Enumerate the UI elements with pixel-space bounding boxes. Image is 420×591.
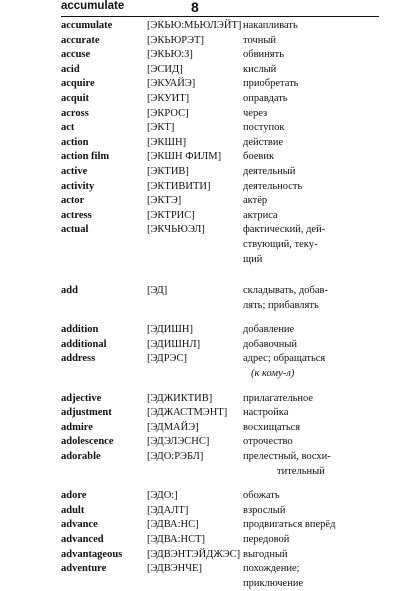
dictionary-entry: [61, 352, 381, 381]
translation-line: действие: [243, 136, 284, 148]
entry-transcription: [ЭКУАЙЭ]: [147, 78, 196, 90]
entry-translation: [243, 19, 380, 34]
entry-transcription: [ЭДЖИКТИВ]: [147, 392, 213, 404]
entry-translation: [243, 406, 380, 421]
entry-translation: [243, 77, 380, 92]
entry-translation: [243, 48, 380, 63]
translation-line: ствующий, теку-: [243, 238, 318, 250]
translation-line: актёр: [243, 195, 268, 207]
entry-transcription: [ЭКТИВ]: [147, 165, 189, 177]
entry-translation: [243, 63, 380, 78]
dictionary-entry: [61, 107, 381, 122]
entry-word: accuse: [61, 49, 91, 61]
entry-transcription: [ЭСИД]: [147, 63, 183, 75]
entry-word: accumulate: [61, 20, 113, 31]
entry-translation: [243, 34, 380, 49]
dictionary-entry: [61, 34, 381, 49]
entry-word: adorable: [61, 451, 101, 463]
dictionary-entry: [61, 518, 381, 533]
translation-line: обожать: [243, 490, 280, 502]
entry-translation: [243, 548, 380, 563]
translation-line: взрослый: [243, 504, 286, 516]
entry-translation: [243, 504, 380, 519]
entry-word: accurate: [61, 34, 100, 46]
entry-translation: [243, 352, 380, 381]
translation-line: восхищаться: [243, 421, 301, 433]
entry-word: admire: [61, 421, 93, 433]
dictionary-entry: [61, 63, 381, 78]
entry-word: advance: [61, 519, 98, 531]
entry-transcription: [ЭКТРИС]: [147, 209, 195, 221]
entry-word: acquit: [61, 92, 90, 104]
dictionary-entry: [61, 165, 381, 180]
entry-list: [61, 19, 381, 591]
entry-transcription: [ЭДО:РЭБЛ]: [147, 451, 204, 463]
entry-translation: [243, 284, 380, 313]
dictionary-entry: [61, 92, 381, 107]
entry-word: actor: [61, 195, 85, 207]
running-headword: accumulate: [61, 0, 125, 12]
dictionary-entry: [61, 19, 381, 34]
entry-translation: [243, 180, 380, 195]
translation-line: (к кому-л): [251, 368, 295, 380]
entry-word: action film: [61, 151, 110, 163]
entry-spacer: [61, 313, 381, 323]
entry-translation: [243, 518, 380, 533]
dictionary-entry: [61, 533, 381, 548]
translation-line: кислый: [243, 63, 277, 75]
translation-line: выгодный: [243, 548, 288, 560]
entry-word: activity: [61, 180, 95, 192]
entry-word: adjustment: [61, 407, 112, 419]
entry-translation: [243, 392, 380, 407]
entry-word: adolescence: [61, 436, 114, 448]
dictionary-entry: [61, 489, 381, 504]
translation-line: актриса: [243, 209, 278, 221]
translation-line: деятельность: [243, 180, 303, 192]
entry-translation: [243, 562, 380, 591]
entry-word: active: [61, 165, 88, 177]
dictionary-entry: [61, 406, 381, 421]
dictionary-entry: [61, 209, 381, 224]
entry-translation: [243, 92, 380, 107]
entry-transcription: [ЭДИШНЛ]: [147, 338, 201, 350]
entry-word: across: [61, 107, 89, 119]
entry-spacer: [61, 479, 381, 489]
dictionary-entry: [61, 77, 381, 92]
translation-line: через: [243, 107, 268, 119]
entry-word: acid: [61, 63, 80, 75]
translation-line: накапливать: [243, 20, 298, 31]
translation-line: продвигаться вперёд: [243, 519, 336, 531]
dictionary-entry: [61, 284, 381, 313]
entry-transcription: [ЭДЭЛЭСНС]: [147, 436, 210, 448]
entry-translation: [243, 107, 380, 122]
translation-line: прилагательное: [243, 392, 314, 404]
translation-line: добавочный: [243, 338, 298, 350]
dictionary-entry: [61, 180, 381, 195]
entry-spacer: [61, 267, 381, 284]
dictionary-entry: [61, 548, 381, 563]
entry-translation: [243, 533, 380, 548]
translation-line: тительный: [277, 465, 325, 477]
translation-line: боевик: [243, 151, 275, 163]
entry-translation: [243, 450, 380, 479]
translation-line: деятельный: [243, 165, 296, 177]
entry-transcription: [ЭКТ]: [147, 122, 175, 134]
entry-word: adventure: [61, 563, 107, 575]
translation-line: настройка: [243, 407, 289, 419]
entry-translation: [243, 323, 380, 338]
entry-translation: [243, 194, 380, 209]
translation-line: точный: [243, 34, 277, 46]
entry-transcription: [ЭКУИТ]: [147, 92, 190, 104]
entry-transcription: [ЭКЬЮРЭТ]: [147, 34, 204, 46]
entry-transcription: [ЭКТИВИТИ]: [147, 180, 211, 192]
translation-line: оправдать: [243, 92, 288, 104]
translation-line: передовой: [243, 534, 290, 545]
page-number: 8: [191, 0, 199, 15]
entry-translation: [243, 223, 380, 267]
entry-transcription: [ЭКШН ФИЛМ]: [147, 151, 222, 163]
entry-transcription: [ЭКЬЮ:МЬЮЛЭЙТ]: [147, 20, 242, 31]
entry-word: adult: [61, 504, 85, 516]
translation-line: добавление: [243, 324, 295, 336]
translation-line: приобретать: [243, 78, 299, 90]
entry-word: actual: [61, 224, 89, 236]
entry-word: address: [61, 353, 96, 365]
entry-transcription: [ЭКЧЬЮЭЛ]: [147, 224, 205, 236]
entry-translation: [243, 150, 380, 165]
entry-transcription: [ЭДВЭНТЭЙДЖЭС]: [147, 548, 241, 560]
entry-transcription: [ЭКЬЮ:З]: [147, 49, 193, 61]
dictionary-entry: [61, 338, 381, 353]
entry-word: addition: [61, 324, 99, 336]
translation-line: похождение;: [243, 563, 300, 575]
dictionary-entry: [61, 194, 381, 209]
dictionary-entry: [61, 121, 381, 136]
dictionary-entry: [61, 392, 381, 407]
translation-line: прелестный, восхи-: [243, 451, 331, 463]
translation-line: приключение: [243, 577, 304, 589]
translation-line: отрочество: [243, 436, 293, 448]
entry-translation: [243, 421, 380, 436]
entry-word: actress: [61, 209, 92, 221]
dictionary-entry: [61, 450, 381, 479]
entry-spacer: [61, 382, 381, 392]
translation-line: обвинять: [243, 49, 284, 61]
dictionary-entry: [61, 136, 381, 151]
entry-word: action: [61, 136, 89, 148]
entry-transcription: [ЭД]: [147, 285, 168, 297]
dictionary-entry: [61, 435, 381, 450]
entry-transcription: [ЭДРЭС]: [147, 353, 187, 365]
dictionary-entry: [61, 150, 381, 165]
entry-word: adore: [61, 490, 87, 502]
entry-transcription: [ЭДИШН]: [147, 324, 193, 336]
entry-word: add: [61, 285, 78, 297]
entry-transcription: [ЭДЖАСТМЭНТ]: [147, 407, 228, 419]
entry-transcription: [ЭДВА:НС]: [147, 519, 199, 531]
entry-translation: [243, 338, 380, 353]
entry-transcription: [ЭДО:]: [147, 490, 178, 502]
entry-translation: [243, 136, 380, 151]
translation-line: поступок: [243, 122, 285, 134]
translation-line: складывать, добав-: [243, 285, 328, 297]
entry-translation: [243, 489, 380, 504]
running-head: [61, 0, 379, 16]
dictionary-entry: [61, 223, 381, 267]
entry-transcription: [ЭДВЭНЧЕ]: [147, 563, 202, 575]
entry-word: adjective: [61, 392, 102, 404]
dictionary-entry: [61, 48, 381, 63]
entry-transcription: [ЭДВА:НСТ]: [147, 534, 206, 545]
entry-translation: [243, 121, 380, 136]
dictionary-entry: [61, 562, 381, 591]
dictionary-entry: [61, 421, 381, 436]
entry-word: advantageous: [61, 548, 123, 560]
entry-transcription: [ЭДМАЙЭ]: [147, 421, 199, 433]
entry-translation: [243, 209, 380, 224]
entry-word: advanced: [61, 534, 104, 545]
dictionary-entry: [61, 323, 381, 338]
entry-word: additional: [61, 338, 107, 350]
dictionary-entry: [61, 504, 381, 519]
entry-translation: [243, 165, 380, 180]
entry-translation: [243, 435, 380, 450]
header-rule: [61, 16, 379, 17]
translation-line: щий: [243, 253, 263, 265]
translation-line: фактический, дей-: [243, 224, 326, 236]
entry-transcription: [ЭДАЛТ]: [147, 504, 189, 516]
entry-word: acquire: [61, 78, 95, 90]
entry-transcription: [ЭКТЭ]: [147, 195, 182, 207]
entry-transcription: [ЭКШН]: [147, 136, 187, 148]
entry-transcription: [ЭКРОС]: [147, 107, 189, 119]
translation-line: лять; прибавлять: [243, 299, 319, 311]
entry-word: act: [61, 122, 75, 134]
translation-line: адрес; обращаться: [243, 353, 326, 365]
